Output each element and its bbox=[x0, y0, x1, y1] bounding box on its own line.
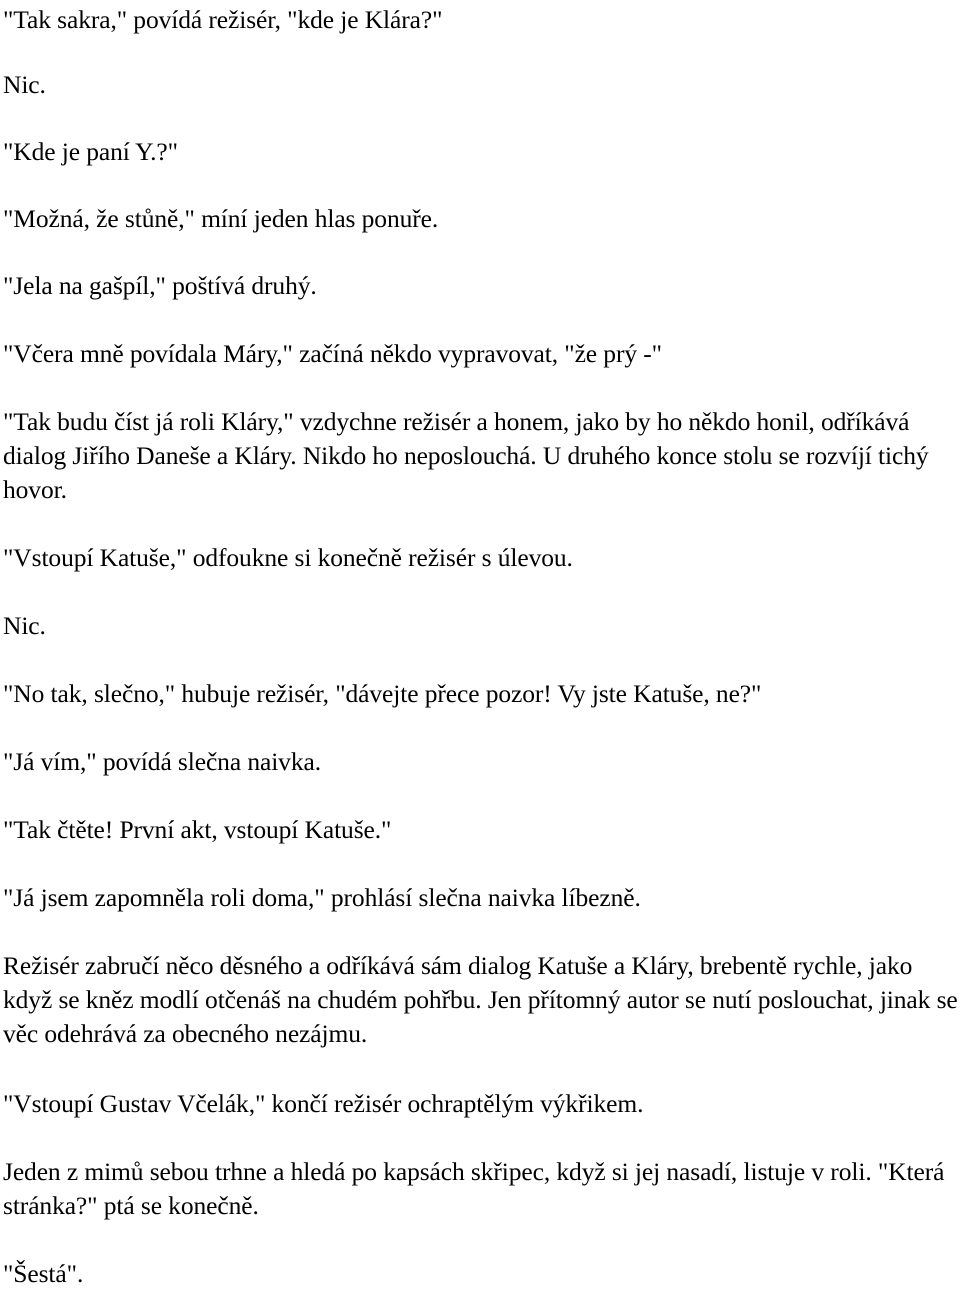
paragraph-16: Jeden z mimů sebou trhne a hledá po kapsách skřipec, když si jej nasadí, listuje v roli. "Která stránka?" ptá se konečně. bbox=[3, 1157, 945, 1220]
paragraph-17: "Šestá". bbox=[3, 1259, 84, 1288]
paragraph-3: "Kde je paní Y.?" bbox=[3, 137, 178, 166]
paragraph-10: "No tak, slečno," hubuje režisér, "dávejte přece pozor! Vy jste Katuše, ne?" bbox=[3, 679, 762, 708]
paragraph-1: "Tak sakra," povídá režisér, "kde je Klára?" bbox=[3, 5, 443, 34]
paragraph-11: "Já vím," povídá slečna naivka. bbox=[3, 747, 321, 776]
paragraph-15: "Vstoupí Gustav Včelák," končí režisér ochraptělým výkřikem. bbox=[3, 1089, 644, 1118]
paragraph-5: "Jela na gašpíl," poštívá druhý. bbox=[3, 271, 317, 300]
paragraph-6: "Včera mně povídala Máry," začíná někdo vypravovat, "že prý -" bbox=[3, 339, 662, 368]
paragraph-12: "Tak čtěte! První akt, vstoupí Katuše." bbox=[3, 815, 392, 844]
paragraph-13: "Já jsem zapomněla roli doma," prohlásí slečna naivka líbezně. bbox=[3, 883, 641, 912]
paragraph-8: "Vstoupí Katuše," odfoukne si konečně režisér s úlevou. bbox=[3, 543, 573, 572]
document-page bbox=[3, 0, 960, 1288]
paragraph-9: Nic. bbox=[3, 611, 46, 640]
paragraph-2: Nic. bbox=[3, 70, 46, 99]
paragraph-4: "Možná, že stůně," míní jeden hlas ponuře. bbox=[3, 204, 439, 233]
paragraph-7: "Tak budu číst já roli Kláry," vzdychne režisér a honem, jako by ho někdo honil, odříkává dialog Jiřího Daneše a Kláry. Nikdo ho neposlouchá. U druhého konce stolu se rozvíjí tichý hovor. bbox=[3, 407, 929, 504]
paragraph-14: Režisér zabručí něco děsného a odříkává sám dialog Katuše a Kláry, brebentě rychle, jako když se kněz modlí otčenáš na chudém pohřbu. Jen přítomný autor se nutí poslouchat, jinak se věc odehrává za obecného nezájmu. bbox=[3, 951, 958, 1048]
